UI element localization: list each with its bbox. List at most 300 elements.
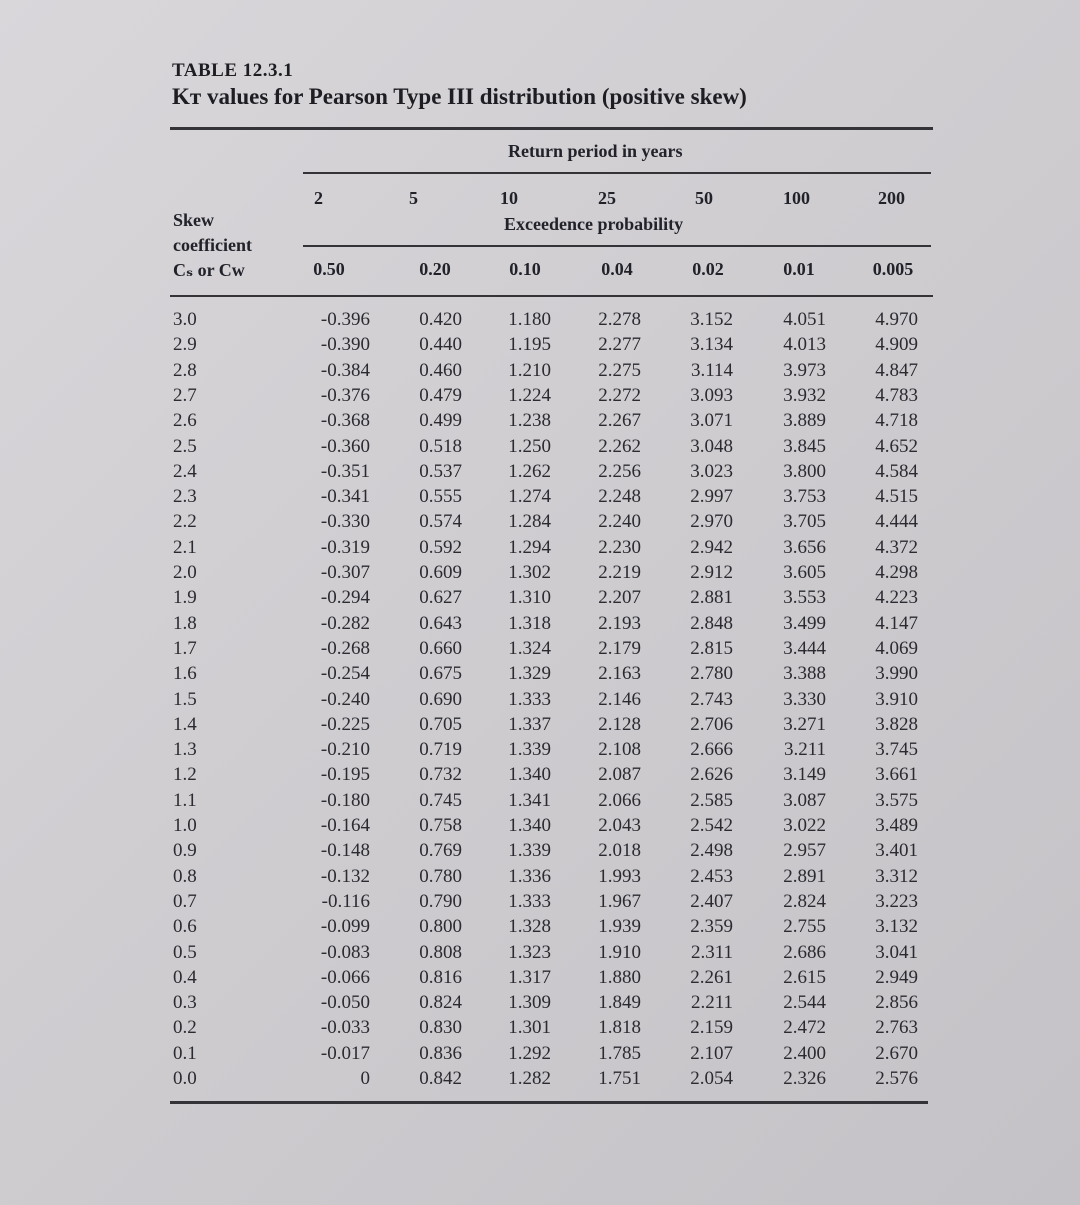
skew-value: 1.4 [173, 713, 197, 735]
probability-0-02: 0.02 [692, 259, 724, 279]
skew-value: 0.2 [173, 1017, 197, 1039]
k-value: 1.336 [508, 865, 551, 887]
k-value: -0.195 [320, 764, 370, 786]
table-row [170, 587, 930, 612]
k-value: 3.605 [783, 562, 826, 583]
k-value: 2.277 [598, 334, 641, 356]
k-value: 2.066 [598, 789, 641, 811]
table-row [170, 309, 930, 334]
skew-value: 2.8 [173, 359, 197, 381]
table-title: Kᴛ values for Pearson Type III distribution (positive skew) [172, 84, 747, 109]
k-value: 2.666 [690, 739, 733, 761]
k-value: 1.333 [508, 890, 551, 912]
k-value: 4.652 [875, 435, 918, 457]
skew-label-line3: Cₛ or Cᴡ [173, 260, 245, 280]
probability-0-04: 0.04 [601, 259, 633, 279]
k-value: 3.211 [783, 739, 826, 761]
k-value: 2.763 [875, 1017, 918, 1039]
k-value: 4.069 [875, 637, 918, 659]
k-value: 2.815 [690, 637, 733, 659]
k-value: 2.240 [598, 511, 641, 533]
k-value: 2.970 [690, 511, 733, 533]
k-value: 2.670 [875, 1042, 918, 1064]
k-value: 1.274 [508, 486, 551, 508]
table-row [170, 360, 930, 385]
k-value: 0.537 [419, 460, 462, 482]
return-period-100: 100 [783, 188, 810, 208]
table-row [170, 916, 930, 941]
skew-value: 1.3 [173, 739, 197, 761]
skew-value: 0.3 [173, 992, 197, 1014]
k-value: 2.108 [598, 739, 641, 761]
k-value: -0.164 [320, 815, 370, 836]
k-value: 3.444 [783, 637, 826, 659]
table-row [170, 1068, 930, 1093]
skew-value: 0.0 [173, 1068, 197, 1089]
k-value: 2.163 [598, 663, 641, 685]
k-value: 2.054 [690, 1068, 733, 1089]
k-value: 2.585 [690, 789, 733, 811]
k-value: 3.705 [783, 511, 826, 533]
k-value: 2.407 [690, 890, 733, 912]
k-value: 4.909 [875, 334, 918, 356]
k-value: 2.128 [598, 713, 641, 735]
k-value: 2.043 [598, 815, 641, 836]
k-value: 3.071 [690, 410, 733, 432]
skew-value: 1.8 [173, 612, 197, 634]
k-value: -0.294 [320, 587, 370, 609]
k-value: 3.223 [875, 890, 918, 912]
k-value: 3.828 [875, 713, 918, 735]
k-value: 1.262 [508, 460, 551, 482]
k-value: 2.942 [690, 536, 733, 558]
k-value: 2.824 [783, 890, 826, 912]
k-value: 1.849 [598, 992, 641, 1014]
k-value: 4.372 [875, 536, 918, 558]
return-period-25: 25 [598, 188, 616, 208]
k-value: 0.420 [419, 309, 462, 330]
k-value: 0.719 [419, 739, 462, 761]
k-value: 2.957 [783, 840, 826, 862]
k-value: 3.023 [690, 460, 733, 482]
k-value: 3.845 [783, 435, 826, 457]
k-value: 2.912 [690, 562, 733, 583]
k-value: 3.149 [783, 764, 826, 786]
k-value: 2.275 [598, 359, 641, 381]
k-value: 1.250 [508, 435, 551, 457]
k-value: 1.993 [598, 865, 641, 887]
k-value: -0.360 [320, 435, 370, 457]
k-value: 0.830 [419, 1017, 462, 1039]
k-value: -0.017 [320, 1042, 370, 1064]
k-value: 1.328 [508, 916, 551, 938]
k-value: 3.401 [875, 840, 918, 862]
table-row [170, 334, 930, 359]
table-row [170, 385, 930, 410]
k-value: -0.330 [320, 511, 370, 533]
k-value: 3.932 [783, 384, 826, 406]
k-value: 0.518 [419, 435, 462, 457]
k-value: 3.661 [875, 764, 918, 786]
k-value: 2.272 [598, 384, 641, 406]
table-row [170, 992, 930, 1017]
k-value: 3.553 [783, 587, 826, 609]
k-value: -0.099 [320, 916, 370, 938]
k-value: 1.340 [508, 815, 551, 836]
k-value: 4.515 [875, 486, 918, 508]
k-value: 0.705 [419, 713, 462, 735]
k-value: 1.818 [598, 1017, 641, 1039]
k-value: 3.753 [783, 486, 826, 508]
table-row [170, 461, 930, 486]
k-value: 1.317 [508, 966, 551, 988]
k-value: 0.574 [419, 511, 462, 533]
k-value: 0.780 [419, 865, 462, 887]
return-period-200: 200 [878, 188, 905, 208]
k-value: 0.440 [419, 334, 462, 356]
table-row [170, 764, 930, 789]
table-row [170, 942, 930, 967]
table-row [170, 739, 930, 764]
k-value: 1.301 [508, 1017, 551, 1039]
k-value: 1.323 [508, 941, 551, 963]
k-value: 2.326 [783, 1068, 826, 1089]
k-value: -0.396 [320, 309, 370, 330]
k-value: 3.745 [875, 739, 918, 761]
k-value: 0.758 [419, 815, 462, 836]
top-rule [170, 127, 933, 130]
k-value: 1.341 [508, 789, 551, 811]
skew-value: 0.8 [173, 865, 197, 887]
k-value: 2.179 [598, 637, 641, 659]
k-value: 0.675 [419, 663, 462, 685]
k-value: 1.210 [508, 359, 551, 381]
k-value: 1.309 [508, 992, 551, 1014]
table-caption [172, 60, 932, 110]
k-value: 1.318 [508, 612, 551, 634]
k-value: 3.271 [783, 713, 826, 735]
k-value: 2.159 [690, 1017, 733, 1039]
skew-value: 2.2 [173, 511, 197, 533]
skew-value: 2.6 [173, 410, 197, 432]
skew-value: 2.4 [173, 460, 197, 482]
k-value: 3.093 [690, 384, 733, 406]
k-value: 3.656 [783, 536, 826, 558]
table-row [170, 1017, 930, 1042]
table-number: TABLE 12.3.1 [172, 60, 294, 81]
table-row [170, 967, 930, 992]
k-value: 2.262 [598, 435, 641, 457]
k-value: 2.848 [690, 612, 733, 634]
skew-value: 3.0 [173, 309, 197, 330]
k-value: 0.479 [419, 384, 462, 406]
k-value: 3.048 [690, 435, 733, 457]
k-value: 0.824 [419, 992, 462, 1014]
k-value: -0.390 [320, 334, 370, 356]
k-value: 2.087 [598, 764, 641, 786]
k-value: 2.311 [690, 941, 733, 963]
skew-value: 1.9 [173, 587, 197, 609]
skew-value: 1.5 [173, 688, 197, 710]
return-period-10: 10 [500, 188, 518, 208]
skew-value: 1.1 [173, 789, 197, 811]
k-value: 3.041 [875, 941, 918, 963]
k-value: -0.341 [320, 486, 370, 508]
probability-0-01: 0.01 [783, 259, 815, 279]
k-value: 1.284 [508, 511, 551, 533]
table-row [170, 613, 930, 638]
skew-value: 1.0 [173, 815, 197, 836]
return-period-label: Return period in years [508, 141, 683, 161]
k-value: 2.146 [598, 688, 641, 710]
k-value: -0.083 [320, 941, 370, 963]
skew-label-line1: Skew [173, 210, 215, 230]
k-value: 3.022 [783, 815, 826, 836]
k-value: 0.800 [419, 916, 462, 938]
k-value: 2.107 [690, 1042, 733, 1064]
k-value: 1.310 [508, 587, 551, 609]
k-value: 3.388 [783, 663, 826, 685]
k-value: -0.268 [320, 637, 370, 659]
k-value: 2.211 [690, 992, 733, 1014]
table-row [170, 815, 930, 840]
k-value: 2.576 [875, 1068, 918, 1089]
k-value: 4.298 [875, 562, 918, 583]
k-value: 2.193 [598, 612, 641, 634]
k-value: -0.240 [320, 688, 370, 710]
k-value: 2.706 [690, 713, 733, 735]
header-bottom-rule [170, 295, 933, 297]
table-row [170, 866, 930, 891]
k-value: 3.910 [875, 688, 918, 710]
skew-value: 2.7 [173, 384, 197, 406]
k-value: 1.967 [598, 890, 641, 912]
k-value: 2.881 [690, 587, 733, 609]
k-value: 0 [360, 1068, 370, 1089]
k-value: 1.180 [508, 309, 551, 330]
table-row [170, 1043, 930, 1068]
table-row [170, 663, 930, 688]
k-value: 1.329 [508, 663, 551, 685]
table-row [170, 840, 930, 865]
k-value: 4.051 [783, 309, 826, 330]
skew-value: 2.0 [173, 562, 197, 583]
k-value: -0.180 [320, 789, 370, 811]
table-row [170, 638, 930, 663]
k-value: -0.132 [320, 865, 370, 887]
k-value: 4.444 [875, 511, 918, 533]
k-value: 1.224 [508, 384, 551, 406]
table-row [170, 537, 930, 562]
k-value: 1.302 [508, 562, 551, 583]
probability-0-005: 0.005 [872, 259, 914, 279]
k-value: 0.643 [419, 612, 462, 634]
k-value: 2.207 [598, 587, 641, 609]
table-row [170, 562, 930, 587]
k-value: 3.499 [783, 612, 826, 634]
k-value: -0.384 [320, 359, 370, 381]
k-value: 2.997 [690, 486, 733, 508]
k-value: 4.847 [875, 359, 918, 381]
k-value: -0.254 [320, 663, 370, 685]
k-value: 2.891 [783, 865, 826, 887]
k-value: 2.542 [690, 815, 733, 836]
k-value: 1.337 [508, 713, 551, 735]
k-value: -0.351 [320, 460, 370, 482]
k-value: 3.489 [875, 815, 918, 836]
k-value: -0.319 [320, 536, 370, 558]
k-value: 2.359 [690, 916, 733, 938]
k-value: 0.555 [419, 486, 462, 508]
k-value: -0.210 [320, 739, 370, 761]
bottom-rule [170, 1101, 928, 1104]
k-value: 3.087 [783, 789, 826, 811]
k-value: 0.790 [419, 890, 462, 912]
k-value: 2.755 [783, 916, 826, 938]
k-value: 1.751 [598, 1068, 641, 1089]
skew-value: 0.4 [173, 966, 197, 988]
k-value: 2.261 [690, 966, 733, 988]
k-value: 2.453 [690, 865, 733, 887]
k-value: 2.230 [598, 536, 641, 558]
k-value: 0.808 [419, 941, 462, 963]
skew-value: 0.9 [173, 840, 197, 862]
k-value: 1.292 [508, 1042, 551, 1064]
k-value: 1.339 [508, 840, 551, 862]
k-value: 4.013 [783, 334, 826, 356]
k-value: 4.147 [875, 612, 918, 634]
k-value: 1.294 [508, 536, 551, 558]
skew-value: 1.2 [173, 764, 197, 786]
k-value: 0.842 [419, 1068, 462, 1089]
skew-value: 2.1 [173, 536, 197, 558]
k-value: -0.282 [320, 612, 370, 634]
table-row [170, 511, 930, 536]
k-value: 3.575 [875, 789, 918, 811]
skew-value: 0.6 [173, 916, 197, 938]
k-value: 3.152 [690, 309, 733, 330]
k-value: 0.690 [419, 688, 462, 710]
skew-value: 1.6 [173, 663, 197, 685]
k-value: -0.368 [320, 410, 370, 432]
k-value: 0.592 [419, 536, 462, 558]
k-value: 2.686 [783, 941, 826, 963]
k-value: 4.223 [875, 587, 918, 609]
k-value: 0.609 [419, 562, 462, 583]
k-value: 2.949 [875, 966, 918, 988]
k-value: 1.785 [598, 1042, 641, 1064]
k-value: -0.225 [320, 713, 370, 735]
skew-value: 0.5 [173, 941, 197, 963]
k-value: 2.544 [783, 992, 826, 1014]
k-value: 2.743 [690, 688, 733, 710]
skew-value: 2.5 [173, 435, 197, 457]
skew-value: 2.9 [173, 334, 197, 356]
table-row [170, 891, 930, 916]
k-value: 3.889 [783, 410, 826, 432]
skew-value: 1.7 [173, 637, 197, 659]
k-value: 1.333 [508, 688, 551, 710]
return-period-2: 2 [314, 188, 323, 208]
table-row [170, 689, 930, 714]
k-value: 3.973 [783, 359, 826, 381]
k-value: 4.783 [875, 384, 918, 406]
k-value: 0.660 [419, 637, 462, 659]
k-value: -0.148 [320, 840, 370, 862]
k-value: 0.732 [419, 764, 462, 786]
k-value: 4.970 [875, 309, 918, 330]
k-value: 2.780 [690, 663, 733, 685]
k-value: 2.278 [598, 309, 641, 330]
k-value: 1.282 [508, 1068, 551, 1089]
k-value: 1.339 [508, 739, 551, 761]
skew-value: 2.3 [173, 486, 197, 508]
table-row [170, 714, 930, 739]
probability-0-10: 0.10 [509, 259, 541, 279]
return-period-5: 5 [409, 188, 418, 208]
k-value: 3.800 [783, 460, 826, 482]
k-value: 4.584 [875, 460, 918, 482]
k-value: 3.330 [783, 688, 826, 710]
k-value: 0.627 [419, 587, 462, 609]
k-value: 2.248 [598, 486, 641, 508]
table-row [170, 790, 930, 815]
k-value: 0.745 [419, 789, 462, 811]
k-value: 3.312 [875, 865, 918, 887]
exceedance-rule [303, 245, 931, 247]
k-value: 0.836 [419, 1042, 462, 1064]
k-value: 1.340 [508, 764, 551, 786]
k-value: 1.880 [598, 966, 641, 988]
k-value: 1.910 [598, 941, 641, 963]
k-value: -0.066 [320, 966, 370, 988]
k-value: 2.256 [598, 460, 641, 482]
k-value: 2.018 [598, 840, 641, 862]
k-value: 2.615 [783, 966, 826, 988]
k-value: 1.939 [598, 916, 641, 938]
table-row [170, 486, 930, 511]
k-value: 1.324 [508, 637, 551, 659]
k-value: 3.990 [875, 663, 918, 685]
k-value: 0.816 [419, 966, 462, 988]
k-value: 0.499 [419, 410, 462, 432]
k-value: 2.219 [598, 562, 641, 583]
table-row [170, 436, 930, 461]
k-value: -0.033 [320, 1017, 370, 1039]
k-value: 3.132 [875, 916, 918, 938]
k-value: 2.856 [875, 992, 918, 1014]
k-value: 3.134 [690, 334, 733, 356]
return-period-50: 50 [695, 188, 713, 208]
k-value: 0.769 [419, 840, 462, 862]
table-row [170, 410, 930, 435]
return-period-rule [303, 172, 931, 174]
skew-label-line2: coefficient [173, 235, 252, 255]
k-value: 4.718 [875, 410, 918, 432]
k-value: 2.626 [690, 764, 733, 786]
probability-0-50: 0.50 [313, 259, 345, 279]
k-value: -0.050 [320, 992, 370, 1014]
k-value: -0.376 [320, 384, 370, 406]
k-value: -0.307 [320, 562, 370, 583]
k-value: 0.460 [419, 359, 462, 381]
exceedance-label: Exceedence probability [504, 214, 684, 234]
k-value: 2.498 [690, 840, 733, 862]
k-value: 2.267 [598, 410, 641, 432]
k-value: -0.116 [321, 890, 370, 912]
k-value: 2.472 [783, 1017, 826, 1039]
probability-0-20: 0.20 [419, 259, 451, 279]
